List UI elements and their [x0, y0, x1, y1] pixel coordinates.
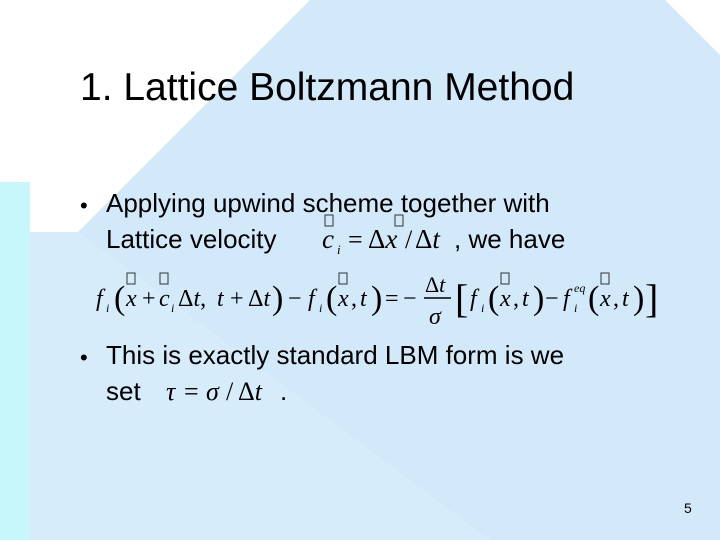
svg-text:f: f — [308, 286, 315, 312]
svg-text:Δt: Δt — [248, 286, 271, 312]
svg-text:/: / — [405, 225, 413, 254]
svg-text:x: x — [500, 286, 511, 312]
svg-text:i: i — [171, 301, 175, 315]
svg-text:+: + — [142, 286, 156, 312]
svg-text:): ) — [371, 280, 383, 317]
svg-text:f: f — [96, 286, 103, 312]
svg-text:t: t — [622, 286, 629, 312]
svg-text:(: ( — [588, 280, 600, 317]
svg-text:+: + — [230, 286, 244, 312]
svg-text:=: = — [348, 225, 363, 254]
svg-text:c: c — [159, 286, 170, 312]
bullet-marker: • — [80, 193, 88, 218]
svg-text:x: x — [338, 286, 349, 312]
svg-text:]: ] — [645, 276, 659, 321]
svg-text:i: i — [106, 301, 110, 315]
svg-text:t: t — [522, 286, 529, 312]
svg-text:,: , — [351, 286, 357, 312]
svg-text:σ: σ — [429, 304, 441, 330]
bullet-1-line-2 — [106, 221, 277, 257]
svg-text:/: / — [226, 377, 234, 406]
svg-text:Δt: Δt — [415, 224, 440, 254]
svg-text:): ) — [633, 280, 645, 317]
svg-text:x: x — [600, 286, 611, 312]
svg-text:Δt,: Δt, — [178, 286, 207, 312]
tau-formula — [162, 372, 286, 412]
svg-text:(: ( — [488, 280, 500, 317]
lbm-equation — [92, 268, 667, 330]
svg-text:t: t — [217, 286, 224, 312]
svg-text:f: f — [563, 286, 570, 312]
svg-text:−: − — [403, 286, 417, 312]
slide-title: 1. Lattice Boltzmann Method — [80, 66, 575, 109]
svg-text:−: − — [288, 286, 302, 312]
svg-text:Δt: Δt — [425, 272, 446, 297]
svg-text:Δt: Δt — [238, 377, 262, 406]
svg-text:): ) — [272, 280, 284, 317]
bullet-2-line-2-suffix: . — [280, 376, 288, 406]
svg-text:Δx: Δx — [368, 224, 398, 254]
svg-text:=: = — [184, 377, 199, 406]
svg-text:τ: τ — [166, 377, 176, 406]
svg-text:i: i — [337, 242, 341, 257]
svg-text:=: = — [385, 286, 399, 312]
lattice-velocity-formula — [318, 212, 458, 260]
svg-text:[: [ — [455, 276, 469, 321]
bullet-1-line-1: Applying upwind scheme together with — [106, 188, 550, 218]
svg-text:i: i — [319, 301, 323, 315]
svg-text:eq: eq — [574, 281, 586, 295]
bullet-2-line-2: set — [106, 376, 141, 406]
svg-text:f: f — [470, 286, 477, 312]
svg-text:(: ( — [114, 280, 126, 317]
svg-text:,: , — [513, 286, 519, 312]
bullet-marker: • — [80, 345, 88, 370]
svg-text:t: t — [360, 286, 367, 312]
svg-text:x: x — [126, 286, 137, 312]
svg-text:σ: σ — [206, 377, 219, 406]
svg-text:): ) — [533, 280, 545, 317]
bullet-1-line-2-suffix: , we have — [454, 224, 566, 254]
bullet-2-line-1: This is exactly standard LBM form is we — [106, 340, 565, 370]
bullet-1-line-2-text: Lattice velocity — [106, 224, 277, 254]
svg-text:(: ( — [326, 280, 338, 317]
svg-text:i: i — [574, 301, 578, 315]
svg-text:,: , — [613, 286, 619, 312]
svg-text:i: i — [481, 301, 485, 315]
svg-text:−: − — [545, 286, 559, 312]
page-number: 5 — [684, 500, 692, 516]
svg-text:c: c — [322, 224, 334, 254]
